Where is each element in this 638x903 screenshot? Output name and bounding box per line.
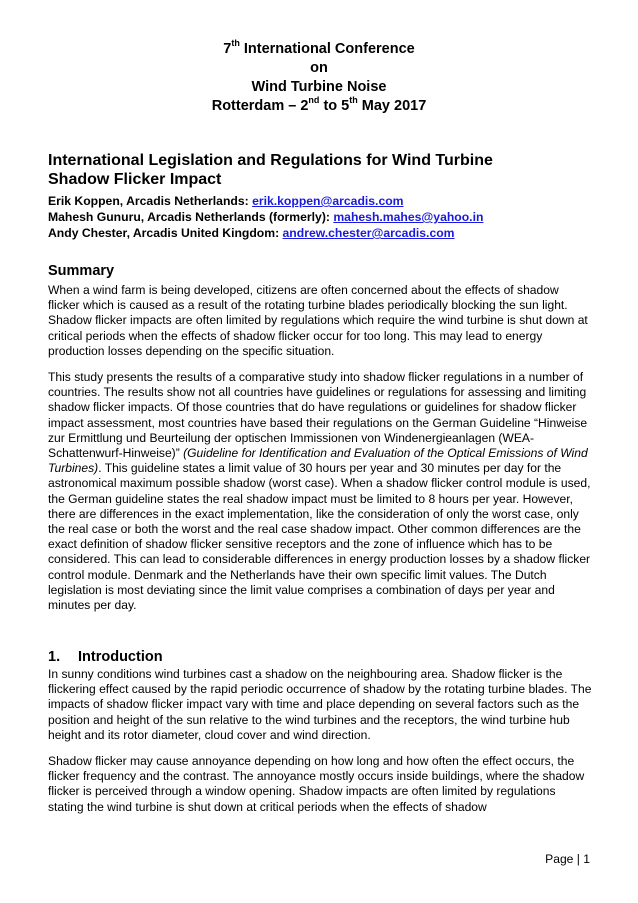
author-line: Mahesh Gunuru, Arcadis Netherlands (formerly): mahesh.mahes@yahoo.in: [48, 210, 484, 224]
author-email-link[interactable]: andrew.chester@arcadis.com: [282, 226, 455, 240]
author-line: Andy Chester, Arcadis United Kingdom: andrew.chester@arcadis.com: [48, 226, 455, 240]
author-list: [48, 193, 608, 241]
conference-line-2: on: [310, 60, 328, 76]
page-number: Page | 1: [545, 852, 590, 866]
author-email-link[interactable]: mahesh.mahes@yahoo.in: [333, 210, 484, 224]
summary-heading: Summary: [48, 263, 115, 279]
conference-line-3: Wind Turbine Noise: [251, 79, 387, 95]
conference-line-4: Rotterdam – 2nd to 5th May 2017: [211, 95, 427, 114]
conference-line-1: 7th International Conference: [223, 38, 415, 57]
paper-title: International Legislation and Regulations for Wind Turbine Shadow Flicker Impact: [48, 152, 493, 188]
summary-paragraph-1: When a wind farm is being developed, citizens are often concerned about the effects of shadow flicker which is caused as a result of the rotating turbine blades periodically blocking the sun light. Shadow flicker impacts are often limited by regulations which require the wind turbine is shut down at critical periods when the effects of shadow flicker occur for too long. This may lead to energy production losses depending on the specific situation.: [48, 283, 588, 358]
introduction-paragraph-1: In sunny conditions wind turbines cast a shadow on the neighbouring area. Shadow flicker is the flickering effect caused by the rapid periodic occurrence of shadow by the rotating turbine blades. The impacts of shadow flicker impact vary with time and place depending on several factors such as the position and height of the sun relative to the wind turbines and the receptors, the wind turbine hub height and its rotor diameter, cloud cover and wind direction.: [48, 667, 592, 742]
introduction-heading: 1. Introduction: [48, 649, 163, 665]
author-email-link[interactable]: erik.koppen@arcadis.com: [252, 194, 404, 208]
conference-header: [0, 40, 638, 116]
summary-paragraph-2: This study presents the results of a comparative study into shadow flicker regulations in a number of countries. The results show not all countries have guidelines or regulations for assessing and limiting shadow flicker impacts. Of those countries that do have regulations or guidelines for shadow flicker impact assessment, most countries have based their regulations on the German Guideline “Hinweise zur Ermittlung und Beurteilung der optischen Immissionen von Windenergieanlagen (WEA-Schattenwurf-Hinweise)” (Guideline for Identification and Evaluation of the Optical Emissions of Wind Turbines). This guideline states a limit value of 30 hours per year and 30 minutes per day for the astronomical maximum possible shadow (worst case). When a shadow flicker control module is used, the German guideline states the real shadow impact must be limited to 8 hours per year. However, there are differences in the exact implementation, like the consideration of only the worst case, only the real case or both the worst and the real case shadow impact. Other common differences are the exact definition of shadow flicker sensitive receptors and the zone of influence which has to be considered. This can lead to considerable differences in energy production losses by a shadow flicker control module. Denmark and the Netherlands have their own specific limit values. The Dutch legislation is most deviating since the limit value comprises a combination of days per year and minutes per day.: [48, 370, 591, 613]
author-line: Erik Koppen, Arcadis Netherlands: erik.koppen@arcadis.com: [48, 194, 404, 208]
introduction-paragraph-2: Shadow flicker may cause annoyance depending on how long and how often the effect occurs, the flicker frequency and the contrast. The annoyance mostly occurs inside buildings, where the shadow flicker is perceived through a window opening. Shadow impacts are often limited by regulations stating the wind turbine is shut down at critical periods when the effects of shadow: [48, 754, 585, 814]
